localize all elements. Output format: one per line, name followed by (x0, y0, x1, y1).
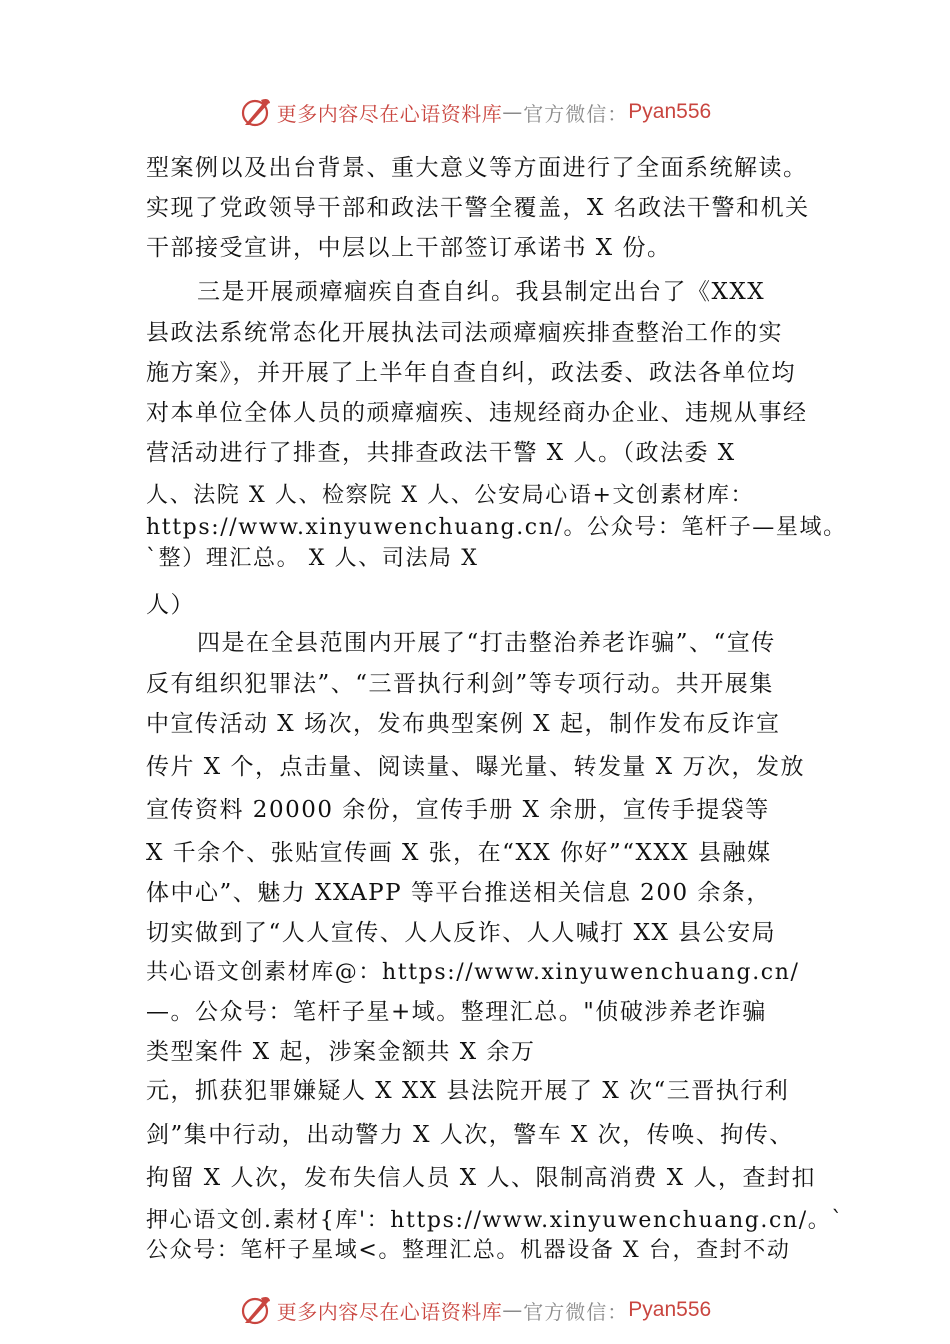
text-line: 人） (146, 592, 195, 618)
text-line: 公众号：笔杆子星域<。整理汇总。机器设备 X 台，查封不动 (146, 1238, 791, 1263)
quill-logo-icon (239, 95, 273, 129)
banner-dash: — (502, 100, 524, 124)
quill-logo-icon (239, 1293, 273, 1327)
text-line: `整）理汇总。 X 人、司法局 X (146, 546, 479, 571)
text-line: 元，抓获犯罪嫌疑人 X XX 县法院开展了 X 次“三晋执行利 (146, 1078, 790, 1104)
header-watermark-banner (0, 92, 950, 132)
text-line: 对本单位全体人员的顽瘴痼疾、违规经商办企业、违规从事经 (146, 400, 808, 426)
text-line: 施方案》，并开展了上半年自查自纠，政法委、政法各单位均 (146, 360, 796, 386)
banner-title: 更多内容尽在心语资料库 (276, 101, 503, 126)
text-line: X 千余个、张贴宣传画 X 张，在“XX 你好”“XXX 县融媒 (146, 840, 772, 866)
text-line: 拘留 X 人次，发布失信人员 X 人、限制高消费 X 人，查封扣 (146, 1165, 816, 1191)
text-line: 三是开展顽瘴痼疾自查自纠。我县制定出台了《XXX (197, 279, 766, 305)
text-line: 宣传资料 20000 余份，宣传手册 X 余册，宣传手提袋等 (146, 797, 770, 823)
banner-dash: — (502, 1298, 524, 1322)
text-line: 反有组织犯罪法”、“三晋执行利剑”等专项行动。共开展集 (146, 671, 774, 697)
text-line: 押心语文创.素材{库'：https://www.xinyuwenchuang.cn/。` (146, 1208, 844, 1233)
text-line: 类型案件 X 起，涉案金额共 X 余万 (146, 1039, 536, 1065)
banner-wechat-id: Pyan556 (628, 1298, 712, 1321)
text-line: 剑”集中行动，出动警力 X 人次，警车 X 次，传唤、拘传、 (146, 1122, 794, 1148)
text-line: 中宣传活动 X 场次，发布典型案例 X 起，制作发布反诈宣 (146, 711, 781, 737)
text-line: https://www.xinyuwenchuang.cn/。公众号：笔杆子—星域。 (146, 515, 847, 540)
banner-wechat-id: Pyan556 (628, 100, 712, 123)
banner-title: 更多内容尽在心语资料库 (276, 1299, 503, 1324)
footer-watermark-banner (0, 1290, 950, 1330)
text-line: 干部接受宣讲，中层以上干部签订承诺书 X 份。 (146, 235, 672, 261)
text-line: 体中心”、魅力 XXAPP 等平台推送相关信息 200 余条， (146, 880, 771, 906)
text-line: 四是在全县范围内开展了“打击整治养老诈骗”、“宣传 (197, 630, 776, 656)
banner-wechat-label: 官方微信： (523, 1299, 629, 1324)
text-line: 型案例以及出台背景、重大意义等方面进行了全面系统解读。 (146, 155, 808, 181)
text-line: 实现了党政领导干部和政法干警全覆盖，X 名政法干警和机关 (146, 195, 810, 221)
text-line: 县政法系统常态化开展执法司法顽瘴痼疾排查整治工作的实 (146, 320, 783, 346)
text-line: —。公众号：笔杆子星+域。整理汇总。"侦破涉养老诈骗 (146, 999, 767, 1025)
text-line: 切实做到了“人人宣传、人人反诈、人人喊打 XX 县公安局 (146, 920, 777, 946)
banner-wechat-label: 官方微信： (523, 101, 629, 126)
text-line: 传片 X 个，点击量、阅读量、曝光量、转发量 X 万次，发放 (146, 754, 805, 780)
text-line: 共心语文创素材库@：https://www.xinyuwenchuang.cn/ (146, 960, 800, 985)
text-line: 人、法院 X 人、检察院 X 人、公安局心语+文创素材库： (146, 483, 755, 508)
text-line: 营活动进行了排查，共排查政法干警 X 人。（政法委 X (146, 440, 736, 466)
